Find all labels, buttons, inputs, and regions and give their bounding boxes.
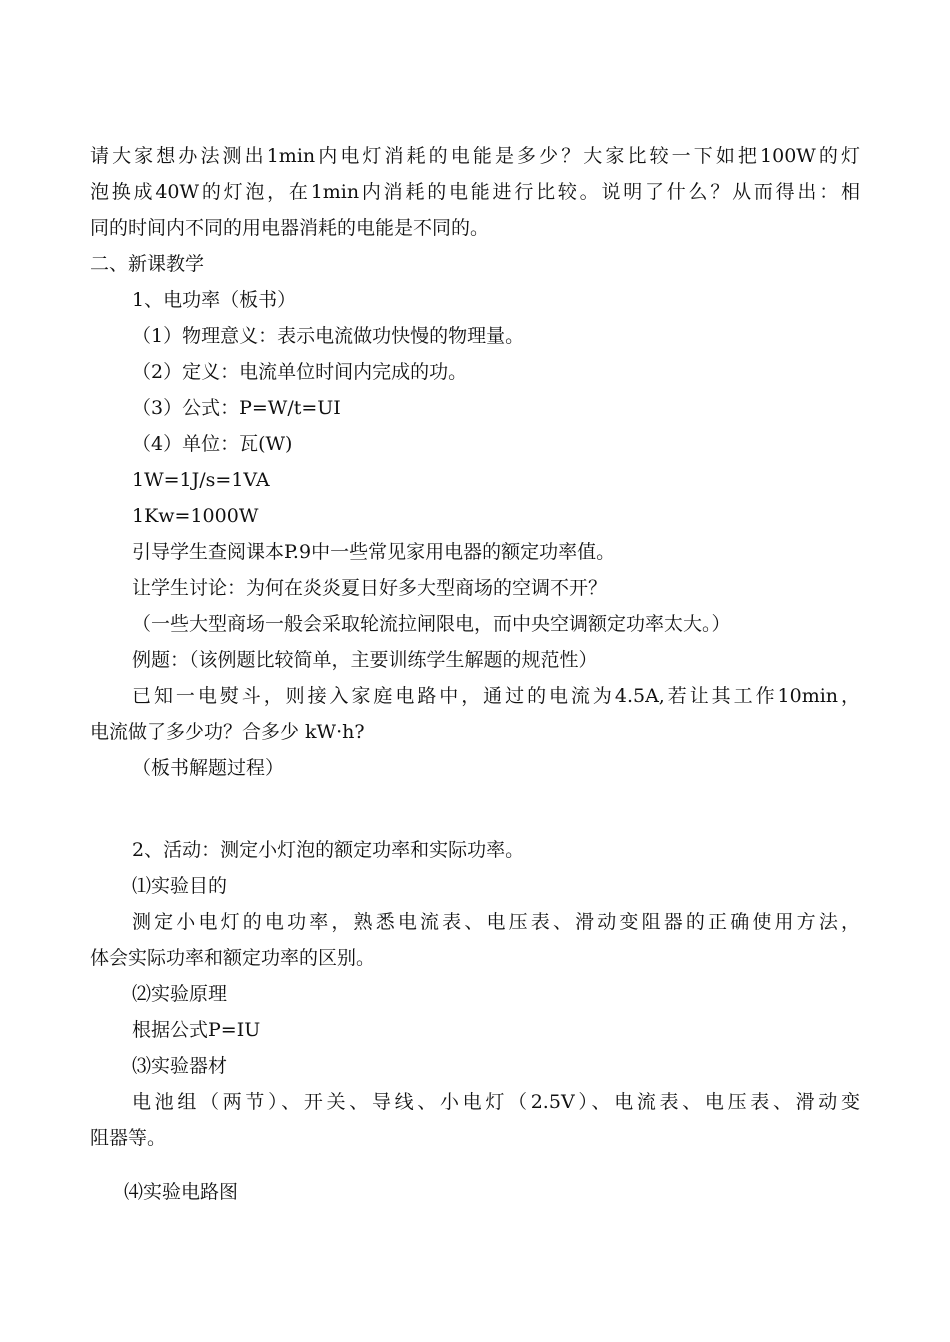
principle-title: ⑵实验原理 <box>132 983 228 1005</box>
intro-line-2: 泡换成40W的灯泡，在1min内消耗的电能进行比较。说明了什么？从而得出：相 <box>90 181 860 203</box>
discussion-question: 让学生讨论：为何在炎炎夏日好多大型商场的空调不开？ <box>132 577 608 599</box>
power-meaning: （1）物理意义：表示电流做功快慢的物理量。 <box>132 325 525 347</box>
power-unit-conversion-1: 1W=1J/s=1VA <box>132 469 270 491</box>
power-unit: （4）单位：瓦(W) <box>132 433 293 455</box>
power-heading: 1、电功率（板书） <box>132 289 297 311</box>
example-label: 例题：（该例题比较简单，主要训练学生解题的规范性） <box>132 649 598 671</box>
intro-line-1: 请大家想办法测出1min内电灯消耗的电能是多少？大家比较一下如把100W的灯 <box>90 145 860 167</box>
equipment-title: ⑶实验器材 <box>132 1055 228 1077</box>
equipment-line-1: 电池组（两节）、开关、导线、小电灯（2.5V）、电流表、电压表、滑动变 <box>132 1091 860 1113</box>
purpose-title: ⑴实验目的 <box>132 875 228 897</box>
power-definition: （2）定义：电流单位时间内完成的功。 <box>132 361 468 383</box>
equipment-line-2: 阻器等。 <box>90 1127 167 1149</box>
purpose-line-1: 测定小电灯的电功率，熟悉电流表、电压表、滑动变阻器的正确使用方法， <box>132 911 860 933</box>
discussion-answer: （一些大型商场一般会采取轮流拉闸限电，而中央空调额定功率太大。） <box>132 613 731 635</box>
example-line-2: 电流做了多少功？合多少 kW·h? <box>90 721 365 743</box>
section-title: 二、新课教学 <box>90 253 205 275</box>
power-formula: （3）公式：P=W/t=UI <box>132 397 341 419</box>
guide-text: 引导学生查阅课本P.9中一些常见家用电器的额定功率值。 <box>132 541 616 563</box>
circuit-title: ⑷实验电路图 <box>124 1181 239 1203</box>
intro-line-3: 同的时间内不同的用电器消耗的电能是不同的。 <box>90 217 490 239</box>
principle-text: 根据公式P=IU <box>132 1019 261 1041</box>
example-line-1: 已知一电熨斗，则接入家庭电路中，通过的电流为4.5A,若让其工作10min， <box>132 685 860 707</box>
power-unit-conversion-2: 1Kw=1000W <box>132 505 259 527</box>
activity-heading: 2、活动：测定小灯泡的额定功率和实际功率。 <box>132 839 525 861</box>
board-note: （板书解题过程） <box>132 757 285 779</box>
purpose-line-2: 体会实际功率和额定功率的区别。 <box>90 947 376 969</box>
